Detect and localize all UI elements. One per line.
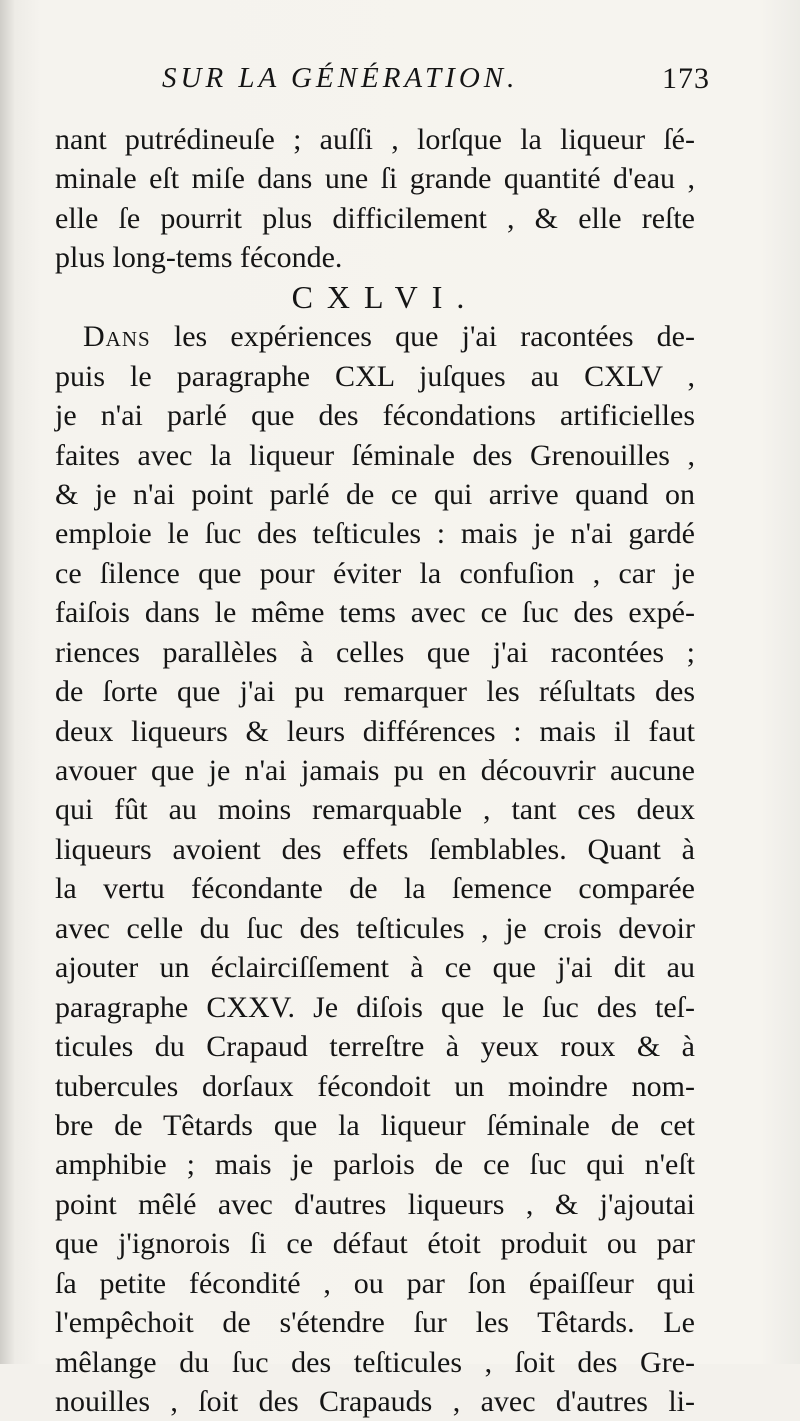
- text-line: la vertu fécondante de la ſemence comparée: [55, 872, 695, 906]
- text-line: je n'ai parlé que des fécondations artificielles: [55, 399, 695, 433]
- text-line: mêlange du ſuc des teſticules , ſoit des Gre-: [55, 1345, 695, 1379]
- text-line: avouer que je n'ai jamais pu en découvrir aucune: [55, 754, 695, 787]
- opening-word: Dans: [83, 320, 151, 354]
- text-line: nant putrédineuſe ; auſſi , lorſque la liqueur ſé-: [55, 123, 695, 156]
- section-heading: CXLVI.: [291, 278, 479, 315]
- text-line: qui fût au moins remarquable , tant ces deux: [55, 793, 695, 827]
- text-line: ce ſilence que pour éviter la confuſion , car je: [55, 556, 695, 590]
- text-line-first: [55, 317, 695, 356]
- text-line: bre de Têtards que la liqueur ſéminale de cet: [55, 1108, 695, 1142]
- text-line: puis le paragraphe CXL juſques au CXLV ,: [55, 359, 695, 393]
- text-line: riences parallèles à celles que j'ai racontées ;: [55, 635, 695, 669]
- text-line: ajouter un éclairciſſement à ce que j'ai dit au: [55, 951, 695, 985]
- first-line-rest: les expériences que j'ai racontées de-: [150, 320, 695, 354]
- text-line: & je n'ai point parlé de ce qui arrive quand on: [55, 477, 695, 511]
- text-line: point mêlé avec d'autres liqueurs , & j'ajoutai: [55, 1187, 695, 1221]
- text-line: faites avec la liqueur ſéminale des Grenouilles ,: [55, 438, 695, 472]
- text-line: ticules du Crapaud terreſtre à yeux roux & à: [55, 1030, 695, 1064]
- text-line: tubercules dorſaux fécondoit un moindre nom-: [55, 1069, 695, 1103]
- text-line: ſa petite fécondité , ou par ſon épaiſſeur qui: [55, 1266, 695, 1300]
- page-header: [150, 58, 710, 108]
- body-text: [55, 120, 695, 1421]
- text-line: de ſorte que j'ai pu remarquer les réſultats des: [55, 675, 695, 709]
- text-line: paragraphe CXXV. Je diſois que le ſuc des teſ-: [55, 990, 695, 1024]
- text-line: nouilles , ſoit des Crapauds , avec d'autres li-: [55, 1385, 695, 1418]
- text-line: emploie le ſuc des teſticules : mais je n'ai gardé: [55, 517, 695, 551]
- running-title: SUR LA GÉNÉRATION.: [162, 62, 519, 94]
- text-line: amphibie ; mais je parlois de ce ſuc qui n'eſt: [55, 1148, 695, 1182]
- page-gutter-shadow: [0, 0, 14, 1364]
- text-line: plus long-tems féconde.: [55, 241, 343, 275]
- text-line: faiſois dans le même tems avec ce ſuc des expé-: [55, 596, 695, 630]
- text-line: minale eſt miſe dans une ſi grande quantité d'eau ,: [55, 162, 695, 196]
- text-line: l'empêchoit de s'étendre ſur les Têtards. Le: [55, 1306, 695, 1340]
- text-line: avec celle du ſuc des teſticules , je crois devoir: [55, 911, 695, 945]
- page-number: 173: [662, 62, 710, 95]
- text-line: elle ſe pourrit plus difficilement , & elle reſte: [55, 201, 695, 235]
- text-line: que j'ignorois ſi ce défaut étoit produit ou par: [55, 1227, 695, 1261]
- text-line: deux liqueurs & leurs différences : mais il faut: [55, 714, 695, 748]
- text-line: liqueurs avoient des effets ſemblables. Quant à: [55, 832, 695, 866]
